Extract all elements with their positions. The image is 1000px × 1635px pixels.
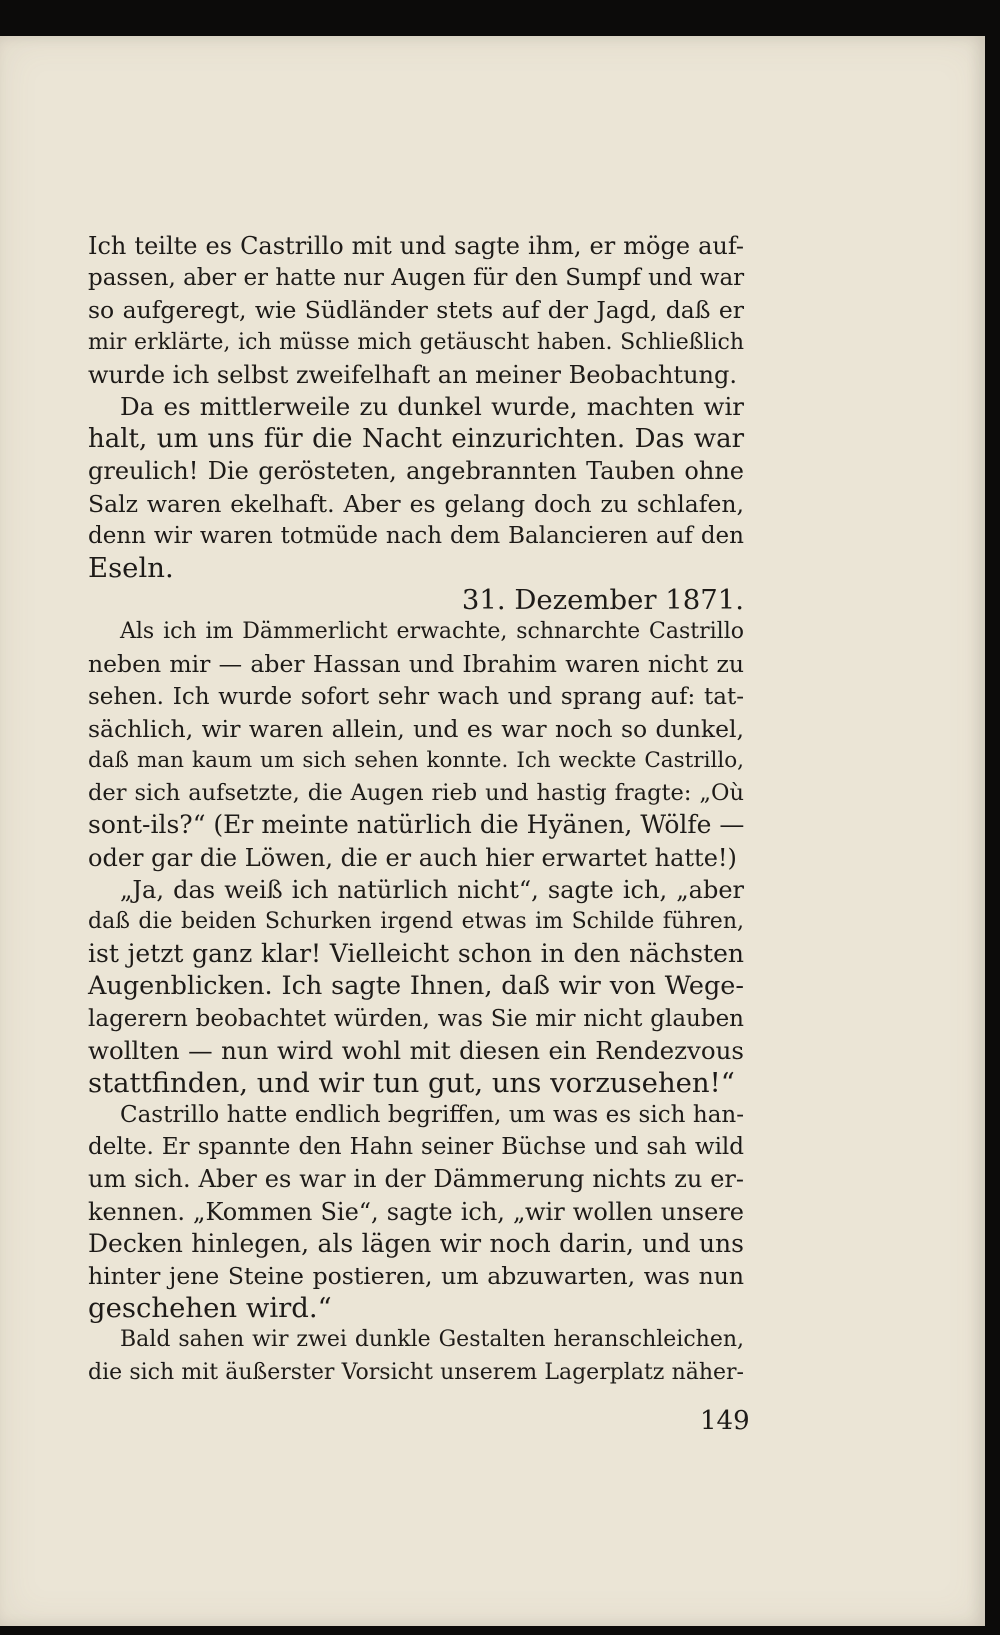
text-line: sont-ils?“ (Er meinte natürlich die Hyänen, Wölfe — (88, 810, 745, 840)
text-line: greulich! Die gerösteten, angebrannten Tauben ohne (88, 457, 744, 486)
text-line: Salz waren ekelhaft. Aber es gelang doch zu schlafen, (88, 489, 744, 518)
text-line: die sich mit äußerster Vorsicht unserem Lagerplatz näher- (88, 1359, 744, 1385)
text-line: sächlich, wir waren allein, und es war noch so dunkel, (88, 714, 744, 743)
text-line: delte. Er spannte den Hahn seiner Büchse und sah wild (88, 1134, 744, 1161)
text-line: Da es mittlerweile zu dunkel wurde, machten wir (120, 391, 744, 421)
text-line: daß die beiden Schurken irgend etwas im Schilde führen, (88, 908, 744, 934)
text-line: Castrillo hatte endlich begriffen, um was es sich han- (120, 1102, 744, 1129)
text-line: wollten — nun wird wohl mit diesen ein Rendezvous (88, 1035, 744, 1065)
text-line: daß man kaum um sich sehen konnte. Ich weckte Castrillo, (88, 748, 744, 773)
text-line: denn wir waren totmüde nach dem Balancieren auf den (88, 522, 744, 549)
text-line: Decken hinlegen, als lägen wir noch darin, und uns (88, 1228, 744, 1258)
page-number: 149 (700, 1406, 750, 1436)
text-line: sehen. Ich wurde sofort sehr wach und sprang auf: tat- (88, 683, 744, 710)
text-line: „Ja, das weiß ich natürlich nicht“, sagte ich, „aber (120, 875, 744, 904)
text-line: passen, aber er hatte nur Augen für den Sumpf und war (88, 265, 745, 292)
text-line: um sich. Aber es war in der Dämmerung nichts zu er- (88, 1165, 744, 1194)
text-line: neben mir — aber Hassan und Ibrahim waren nicht zu (88, 650, 744, 679)
text-line: Augenblicken. Ich sagte Ihnen, daß wir von Wege- (88, 971, 744, 1002)
text-line: lagerern beobachtet würden, was Sie mir nicht glauben (88, 1005, 744, 1032)
text-line: der sich aufsetzte, die Augen rieb und hastig fragte: „Où (88, 780, 744, 807)
text-line: stattfinden, und wir tun gut, uns vorzusehen!“ (88, 1066, 735, 1099)
date-heading: 31. Dezember 1871. (461, 584, 744, 617)
body-text (88, 230, 744, 1389)
text-line: ist jetzt ganz klar! Vielleicht schon in den nächsten (88, 939, 744, 969)
text-line: oder gar die Löwen, die er auch hier erwartet hatte!) (88, 843, 737, 872)
text-line: Bald sahen wir zwei dunkle Gestalten heranschleichen, (120, 1327, 744, 1353)
text-line: wurde ich selbst zweifelhaft an meiner Beobachtung. (88, 360, 737, 389)
text-line: halt, um uns für die Nacht einzurichten. Das war (88, 424, 744, 455)
text-line: kennen. „Kommen Sie“, sagte ich, „wir wollen unsere (88, 1197, 744, 1226)
text-line: Ich teilte es Castrillo mit und sagte ihm, er möge auf- (88, 232, 744, 260)
text-line: geschehen wird.“ (88, 1292, 332, 1325)
text-line: Als ich im Dämmerlicht erwachte, schnarchte Castrillo (120, 619, 744, 645)
book-page (0, 36, 985, 1626)
text-line: so aufgeregt, wie Südländer stets auf der Jagd, daß er (88, 296, 744, 325)
text-line: hinter jene Steine postieren, um abzuwarten, was nun (88, 1262, 744, 1290)
text-line: mir erklärte, ich müsse mich getäuscht haben. Schließlich (88, 329, 744, 355)
text-line: Eseln. (88, 551, 174, 584)
